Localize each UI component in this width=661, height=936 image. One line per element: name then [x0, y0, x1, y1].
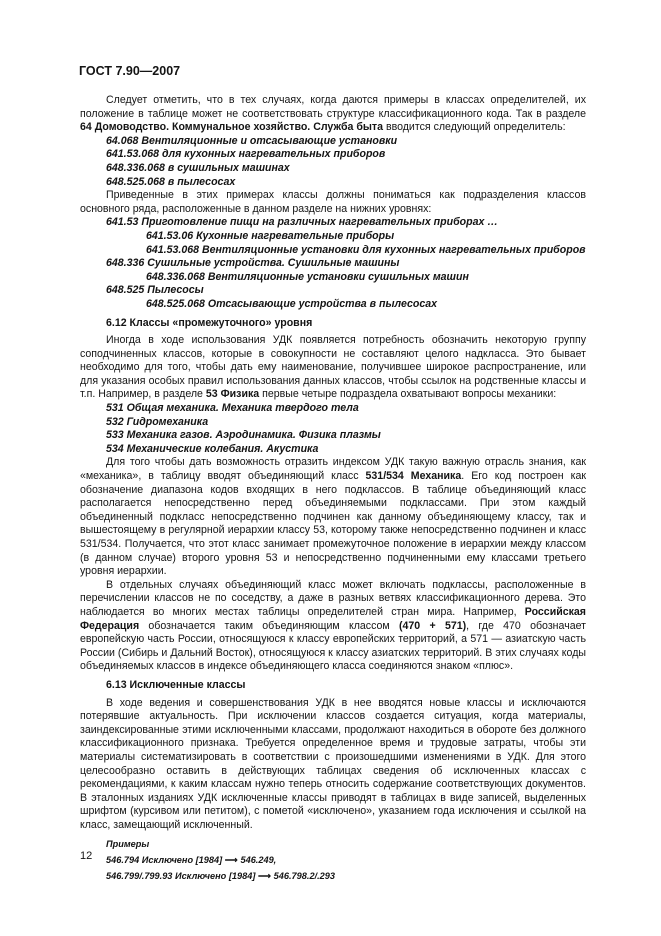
example-line: 534 Механические колебания. Акустика	[106, 442, 319, 455]
example-line: 641.53.068 Вентиляционные установки для кухонных нагревательных приборов	[146, 243, 586, 256]
arrow-right-icon: ⟶	[257, 871, 272, 882]
example-line: 533 Механика газов. Аэродинамика. Физика плазмы	[106, 429, 381, 442]
section-heading: 6.13 Исключенные классы	[106, 678, 246, 691]
paragraph: Следует отметить, что в тех случаях, когда даются примеры в классах определителей, их положение в таблице может не соответствовать структуре классификационного кода. Так в разделе 64 Домоводство. Коммунальное хозяйство. Служба быта вводится следующий определитель:	[80, 94, 586, 134]
page-number: 12	[80, 850, 93, 862]
page-body	[80, 94, 586, 884]
arrow-right-icon: ⟶	[224, 855, 238, 866]
example-line: 546.794 Исключено [1984] ⟶ 546.249,	[106, 855, 277, 866]
paragraph: В ходе ведения и совершенствования УДК в нее вводятся новые классы и исключаются потерявшие актуальность. При исключении классов создается ситуация, когда материалы, заиндексированные этими исключенными классами, продолжают находиться в обороте без должного классификационного признака. Требуется определенное время и трудовые затраты, чтобы эти материалы систематизировать в соответствии с произошедшими изменениями в УДК. Для этого целесообразно оставить в действующих таблицах сведения об исключенных классах с рекомендациями, к каким классам нужно теперь относить содержание соответствующих документов. В эталонных изданиях УДК исключенные классы приводят в таблицах в виде записей, выделенных шрифтом (курсивом или петитом), с пометой «исключено», указанием года исключения и ссылкой на класс, замещающий исключенный.	[80, 696, 586, 831]
example-line: 648.336 Сушильные устройства. Сушильные машины	[106, 257, 400, 270]
running-header: ГОСТ 7.90—2007	[79, 64, 181, 78]
examples-label: Примеры	[106, 839, 150, 850]
paragraph: Приведенные в этих примерах классы должны пониматься как подразделения классов основного ряда, расположенные в данном разделе на нижних уровнях:	[80, 189, 586, 215]
example-line: 648.336.068 в сушильных машинах	[106, 161, 290, 174]
example-line: 532 Гидромеханика	[106, 415, 209, 428]
example-line: 648.336.068 Вентиляционные установки сушильных машин	[146, 270, 469, 283]
paragraph: Для того чтобы дать возможность отразить индексом УДК такую важную отрасль знания, как «механика», в таблицу вводят объединяющий класс 531/534 Механика. Его код построен как обозначение диапазона кодов входящих в него подклассов. В таблице объединяющий класс располагается непосредственно перед объединяемыми подклассами. При этом каждый объединенный подкласс непосредственно подчинен как данному объединяющему классу, так и вышестоящему в регулярной иерархии классу 53, которому также непосредственно подчинен и класс 531/534. Получается, что этот класс занимает промежуточное положение в иерархии между классом (в данном случае) второго уровня 53 и непосредственно подчиненными ему классами третьего уровня иерархии.	[80, 456, 587, 578]
example-line: 648.525 Пылесосы	[106, 284, 204, 297]
section-heading: 6.12 Классы «промежуточного» уровня	[106, 316, 313, 329]
example-line: 531 Общая механика. Механика твердого тела	[106, 402, 359, 415]
example-line: 641.53.068 для кухонных нагревательных приборов	[106, 148, 386, 161]
paragraph: В отдельных случаях объединяющий класс может включать подклассы, расположенные в перечислении классов не по соседству, а даже в разных ветвях классификационного дерева. Это наблюдается во многих местах таблицы определителей стран мира. Например, Российская Федерация обозначается таким объединяющим классом (470 + 571), где 470 обозначает европейскую часть России, относящуюся к классу европейских территорий, а 571 — азиатскую часть России (Сибирь и Дальний Восток), относящуюся к классу азиатских территорий. В этих случаях коды объединяемых классов в индексе объединяющего класса соединяются знаком «плюс».	[80, 578, 586, 673]
example-line: 641.53.06 Кухонные нагревательные приборы	[146, 229, 395, 242]
paragraph: Иногда в ходе использования УДК появляется потребность обозначить некоторую группу соподчиненных классов, которые в совокупности не составляют целого надкласса. Это бывает необходимо для того, чтобы дать ему наименование, получившее широкое распространение, или для указания особых правил использования данных классов, чтобы ссылок на родственные классы и т.п. Например, в разделе 53 Физика первые четыре подраздела охватывают вопросы механики:	[80, 334, 586, 401]
example-line: 648.525.068 Отсасывающие устройства в пылесосах	[146, 297, 438, 310]
example-line: 64.068 Вентиляционные и отсасывающие установки	[106, 134, 398, 147]
example-line: 648.525.068 в пылесосах	[106, 175, 236, 188]
example-line: 641.53 Приготовление пищи на различных нагревательных приборах …	[106, 216, 498, 229]
example-line: 546.799/.799.93 Исключено [1984] ⟶ 546.798.2/.293	[106, 871, 335, 882]
